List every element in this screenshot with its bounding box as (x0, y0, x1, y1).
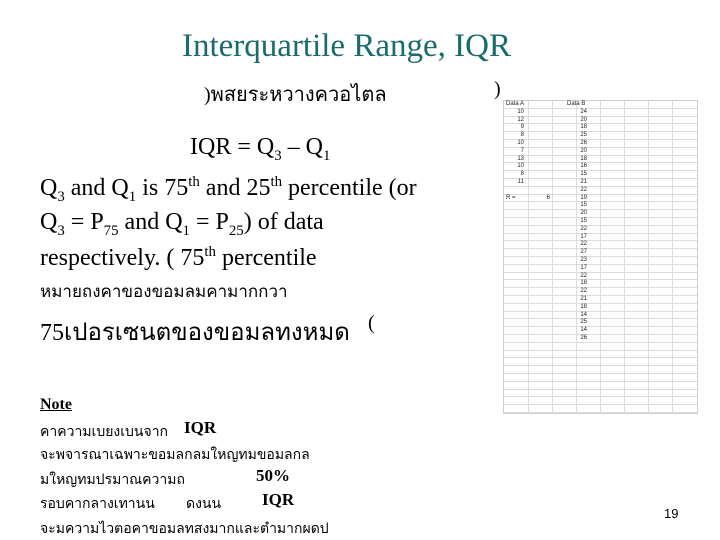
sheet-cell-data-b: 18 (580, 303, 587, 310)
sheet-cell-data-b: 22 (580, 186, 587, 193)
definition-line-1 (40, 174, 417, 206)
page-number: 19 (664, 506, 679, 521)
note-line-3-value: 50% (256, 466, 290, 485)
sheet-cell-data-b: 15 (580, 218, 587, 224)
sheet-cell-data-b: 18 (580, 280, 587, 287)
sheet-cell-data-b: 27 (580, 249, 587, 256)
q1-sub: 1 (182, 222, 190, 239)
sheet-grid-column-line (528, 101, 529, 413)
sheet-cell-data-b: 19 (580, 194, 587, 201)
th-sup-2: th (270, 174, 283, 190)
sheet-grid-column-line (600, 101, 601, 413)
percentile-or-text: percentile (or (282, 175, 417, 201)
note-line-3 (40, 466, 290, 491)
sheet-cell-data-b: 17 (580, 233, 587, 240)
sheet-cell-data-a: 13 (517, 155, 524, 162)
sheet-cell-data-b: 20 (580, 116, 587, 123)
sheet-range-value: 6 (546, 194, 550, 201)
sheet-header-data-b: Data B (567, 101, 586, 107)
sheet-header-data-a: Data A (506, 101, 525, 107)
sheet-grid-column-line (648, 101, 649, 413)
sheet-cell-data-a: 12 (517, 116, 524, 123)
thai-explanation-line-2: 75เปอรเซนตของขอมลทงหมด (40, 320, 350, 346)
note-line-5: จะมความไวตอคาขอมลทสงมากและตำมากผดป (40, 522, 329, 537)
slide-subtitle-thai: )พสยระหวางควอไตล (204, 84, 387, 106)
sheet-cell-data-b: 24 (580, 108, 587, 115)
note-line-4-text: รอบคากลางเทานน (40, 497, 155, 512)
sheet-cell-data-a: 11 (517, 179, 524, 185)
sheet-cell-data-a: 8 (520, 171, 524, 178)
sheet-cell-data-b: 20 (580, 210, 587, 217)
open-paren: ( (368, 312, 375, 334)
sheet-cell-data-b: 22 (580, 288, 587, 295)
q3-text: Q (40, 175, 58, 201)
sheet-cell-data-b: 14 (580, 311, 587, 318)
formula-lhs: IQR = Q (190, 134, 275, 160)
respectively-text: respectively. ( 75 (40, 245, 205, 271)
th-sup-1: th (188, 174, 200, 190)
sheet-cell-data-b: 17 (580, 264, 587, 271)
q3-sub: 3 (57, 222, 65, 239)
definition-line-2 (40, 209, 324, 240)
definition-line-3 (40, 244, 317, 272)
sheet-cell-data-a: 7 (520, 147, 524, 154)
sheet-cell-data-b: 22 (580, 272, 587, 279)
sheet-cell-data-a: 8 (520, 132, 524, 139)
sheet-grid-column-line (672, 101, 673, 413)
formula-minus: – Q (281, 134, 323, 160)
and-q1-text: and Q (118, 209, 183, 235)
spreadsheet-data-table (503, 100, 698, 414)
note-line-1-value: IQR (184, 418, 217, 437)
eq-p-text-2: = P (189, 209, 229, 235)
sheet-cell-data-b: 18 (580, 155, 587, 162)
slide-subtitle-close: ) (494, 78, 501, 100)
note-line-1-text: คาความเบยงเบนจาก (40, 425, 169, 440)
sheet-cell-data-b: 15 (580, 171, 587, 178)
sheet-cell-data-b: 21 (580, 179, 587, 185)
sheet-cell-data-b: 15 (580, 202, 587, 209)
note-heading: Note (40, 396, 72, 413)
p25-sub: 25 (228, 222, 244, 239)
sheet-cell-data-b: 14 (580, 327, 587, 334)
sheet-cell-data-b: 25 (580, 132, 587, 139)
sheet-cell-data-a: 10 (517, 140, 524, 146)
sheet-cell-data-b: 22 (580, 241, 587, 248)
formula-q1-sub: 1 (322, 147, 331, 164)
sheet-range-label: R = (506, 194, 516, 201)
note-line-3-text: มใหญทมปรมาณความถ (40, 473, 185, 488)
sheet-cell-data-b: 20 (580, 147, 587, 154)
q3-text: Q (40, 209, 58, 235)
and-25-text: and 25 (199, 175, 271, 201)
eq-p-text: = P (64, 209, 104, 235)
formula-q3-sub: 3 (274, 147, 282, 164)
percentile-text: percentile (215, 245, 317, 271)
sheet-grid-column-line (624, 101, 625, 413)
q3-sub: 3 (57, 188, 65, 205)
of-data-text: ) of data (243, 209, 324, 235)
thai-explanation-line-1: หมายถงคาของขอมลมคามากกวา (40, 282, 288, 301)
sheet-cell-data-a: 10 (517, 108, 524, 115)
sheet-cell-data-a: 9 (520, 124, 524, 131)
note-line-4 (40, 490, 295, 515)
note-line-1 (40, 418, 217, 443)
th-sup-3: th (204, 244, 216, 260)
p75-sub: 75 (103, 222, 119, 239)
note-line-2: จะพจารณาเฉพาะขอมลกลมใหญทมขอมลกล (40, 448, 310, 463)
slide-title: Interquartile Range, IQR (182, 28, 511, 64)
sheet-cell-data-b: 16 (580, 163, 587, 170)
sheet-cell-data-b: 23 (580, 257, 587, 263)
sheet-cell-data-b: 25 (580, 319, 587, 326)
is-75-text: is 75 (136, 175, 189, 201)
note-line-4-mid: ดงนน (186, 497, 222, 512)
note-line-4-value: IQR (262, 490, 295, 509)
sheet-cell-data-b: 18 (580, 124, 587, 131)
sheet-cell-data-b: 21 (580, 296, 587, 302)
formula-line (190, 134, 330, 165)
sheet-cell-data-b: 26 (580, 140, 587, 146)
q1-sub: 1 (128, 188, 137, 205)
sheet-cell-data-a: 10 (517, 163, 524, 170)
and-q1-text: and Q (64, 175, 129, 201)
sheet-cell-data-b: 26 (580, 335, 587, 341)
sheet-grid-column-line (552, 101, 553, 413)
sheet-cell-data-b: 22 (580, 225, 587, 232)
